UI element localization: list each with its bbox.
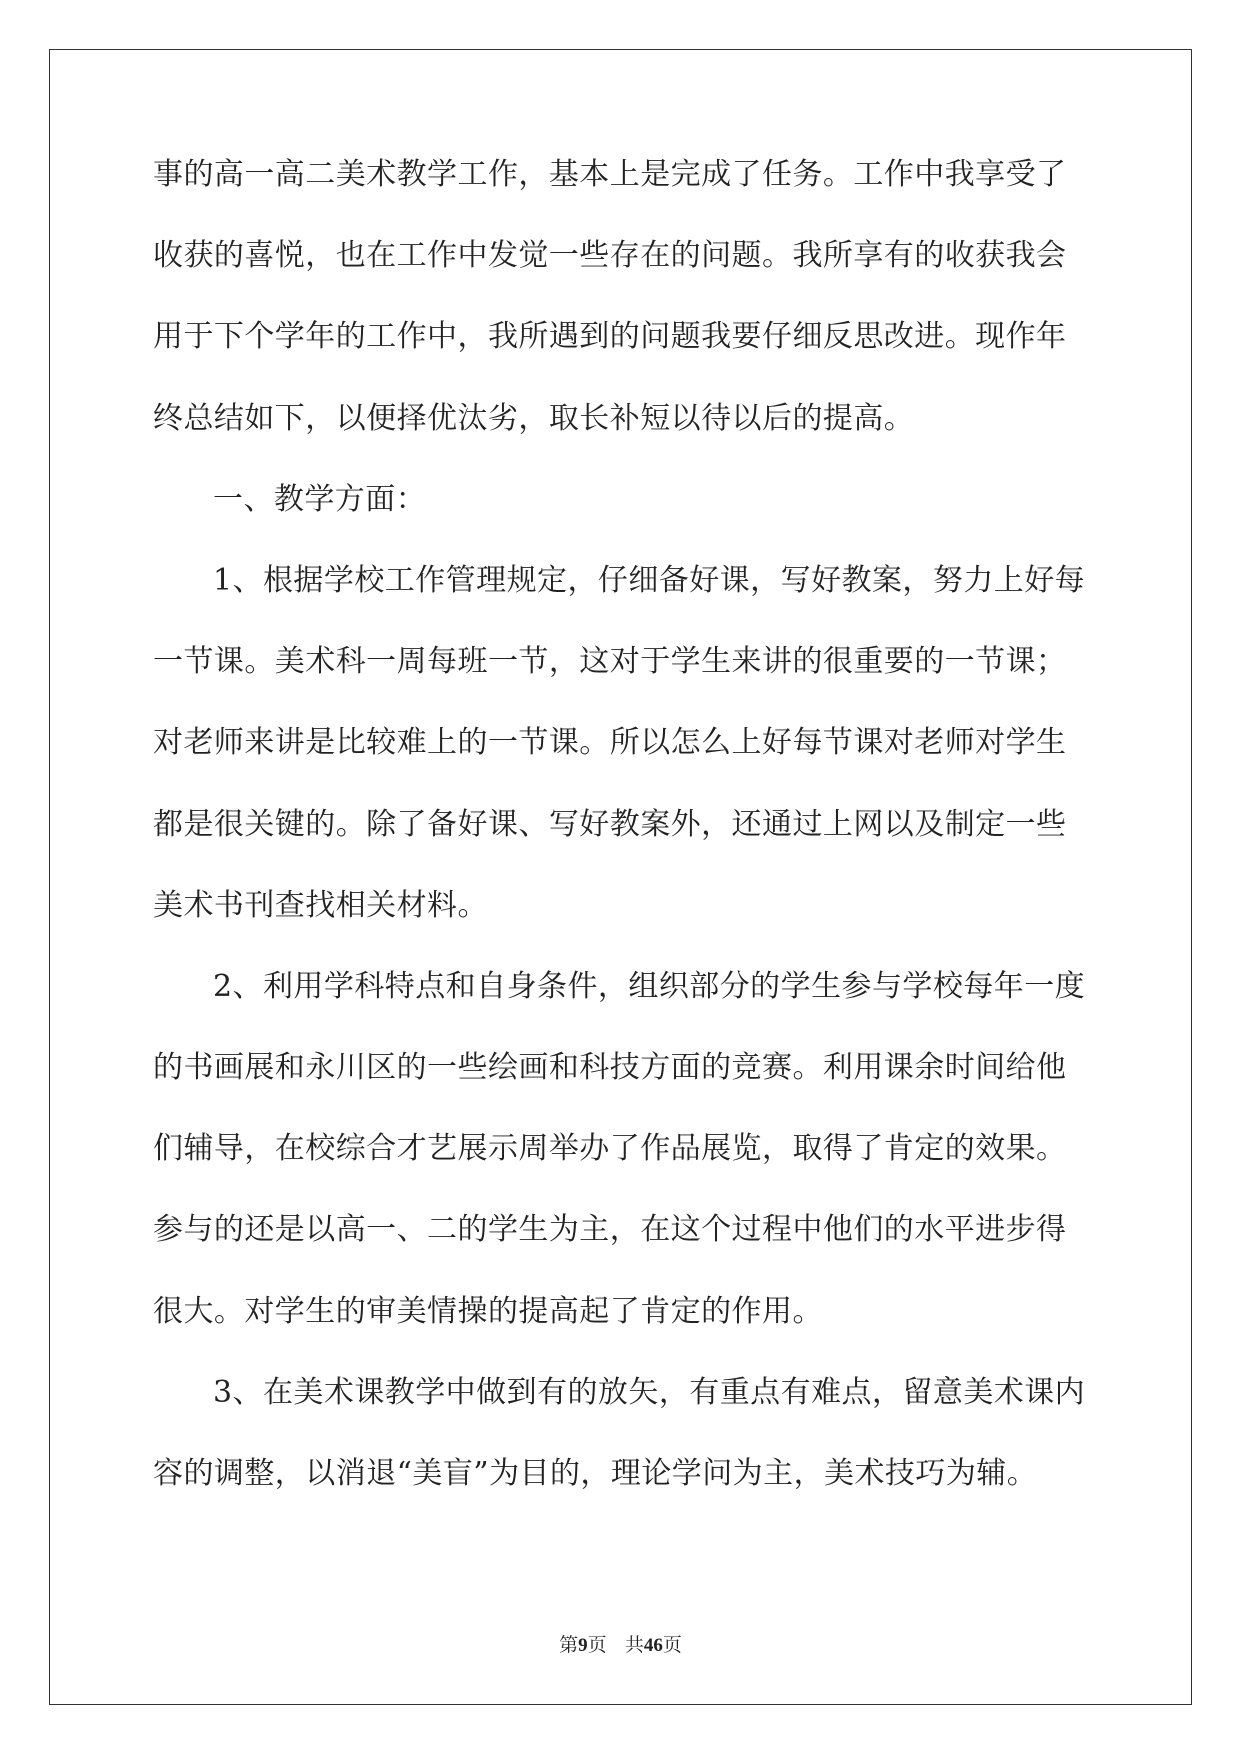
text-line: 1、根据学校工作管理规定，仔细备好课，写好教案，努力上好每 [213,562,1086,598]
text-line: 都是很关键的。除了备好课、写好教案外，还通过上网以及制定一些 [153,806,1067,842]
text-line: 对老师来讲是比较难上的一节课。所以怎么上好每节课对老师对学生 [153,725,1067,761]
text-line: 终总结如下，以便择优汰劣，取长补短以待以后的提高。 [153,400,915,436]
text-line: 2、利用学科特点和自身条件，组织部分的学生参与学校每年一度 [213,968,1086,1004]
text-line: 容的调整，以消退“美盲”为目的，理论学问为主，美术技巧为辅。 [153,1456,1038,1491]
total-pages: 46 [643,1635,663,1656]
text-line: 3、在美术课教学中做到有的放矢，有重点有难点，留意美术课内 [213,1374,1086,1410]
total-prefix: 共 [624,1634,644,1656]
page-prefix: 第 [559,1634,579,1656]
text-line: 事的高一高二美术教学工作，基本上是完成了任务。工作中我享受了 [153,157,1067,192]
section-heading: 一、教学方面： [213,481,427,517]
text-line: 参与的还是以高一、二的学生为主，在这个过程中他们的水平进步得 [153,1212,1067,1248]
text-line: 很大。对学生的审美情操的提高起了肯定的作用。 [153,1293,823,1329]
page-footer [0,1636,1241,1655]
text-line: 美术书刊查找相关材料。 [153,887,488,923]
text-line: 收获的喜悦，也在工作中发觉一些存在的问题。我所享有的收获我会 [153,238,1067,274]
page-suffix: 页 [587,1634,607,1656]
text-line: 们辅导，在校综合才艺展示周举办了作品展览，取得了肯定的效果。 [153,1131,1067,1167]
text-line: 用于下个学年的工作中，我所遇到的问题我要仔细反思改进。现作年 [153,319,1067,355]
text-line: 的书画展和永川区的一些绘画和科技方面的竞赛。利用课余时间给他 [153,1050,1067,1086]
document-body [153,157,1093,1540]
total-suffix: 页 [662,1634,682,1656]
page-number: 9 [578,1635,588,1656]
text-line: 一节课。美术科一周每班一节，这对于学生来讲的很重要的一节课； [153,644,1067,680]
